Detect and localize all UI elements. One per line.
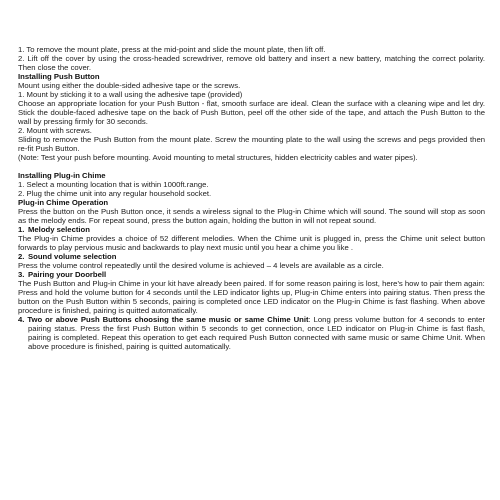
volume-selection-item	[18, 252, 485, 261]
mount-method-2-text: Sliding to remove the Push Button from the mount plate. Screw the mounting plate to the wall using the screws and pegs provided then re-fit Push Button.	[18, 135, 485, 153]
volume-text: Press the volume control repeatedly until the desired volume is achieved – 4 levels are available as a circle.	[18, 261, 384, 270]
mount-method-1-text: Choose an appropriate location for your Push Button - flat, smooth surface are ideal. Clean the surface with a cleaning wipe and let dry. Stick the double-faced adhesive tape on the back of Push Button, peel off the other side of the tape, and attach the Push Button to the wall by pressing firmly for 30 seconds.	[18, 99, 485, 126]
melody-selection-item	[18, 225, 485, 234]
melody-title: Melody selection	[28, 225, 90, 234]
multi-button-number: 4.	[18, 315, 25, 324]
battery-step-1: 1. To remove the mount plate, press at the mid-point and slide the mount plate, then lift off.	[18, 45, 326, 54]
push-button-heading: Installing Push Button	[18, 72, 100, 81]
volume-title: Sound volume selection	[28, 252, 117, 261]
section-spacer	[18, 162, 485, 171]
pairing-title: Pairing your Doorbell	[28, 270, 107, 279]
mounting-note: (Note: Test your push before mounting. Avoid mounting to metal structures, hidden electricity cables and water pipes).	[18, 153, 418, 162]
multi-button-item	[18, 315, 485, 351]
mount-method-2-title: 2. Mount with screws.	[18, 126, 92, 135]
multi-button-text: : Long press volume button for 4 seconds to enter pairing status. Press the first Push Button within 5 seconds to get connection, once LED indicator on Plug-in Chime is fast flash, pairing is completed. Repeat this operation to get each required Push Button connected with same music or same Chime Unit. When above procedure is finished, pairing is quitted automatically.	[28, 315, 486, 351]
chime-heading: Installing Plug-in Chime	[18, 171, 106, 180]
chime-step-1: 1. Select a mounting location that is within 1000ft.range.	[18, 180, 209, 189]
pairing-number: 3.	[18, 270, 25, 279]
volume-number: 2.	[18, 252, 25, 261]
melody-number: 1.	[18, 225, 25, 234]
melody-text: The Plug-in Chime provides a choice of 52 different melodies. When the Chime unit is plugged in, press the Chime unit select button forwards to play pervious music and backwards to play next music until you hear a chime you like .	[18, 234, 485, 252]
battery-step-2: 2. Lift off the cover by using the cross-headed screwdriver, remove old battery and insert a new battery, matching the correct polarity. Then close the cover.	[18, 54, 485, 72]
pairing-text-1: The Push Button and Plug-in Chime in your kit have already been paired. If for some reason pairing is lost, here's how to pair them again:	[18, 279, 485, 288]
pairing-text-2: Press and hold the volume button for 4 seconds until the LED indicator lights up, Plug-in Chime enters into pairing status. Then press the button on the Push Button within 5 seconds, pairing is completed once LED indicator on the Plug-in Chime is fast flashing. When above procedure is finished, pairing is quitted automatically.	[18, 288, 485, 315]
push-button-intro: Mount using either the double-sided adhesive tape or the screws.	[18, 81, 241, 90]
chime-operation-heading: Plug-in Chime Operation	[18, 198, 109, 207]
multi-button-title: Two or above Push Buttons choosing the same music or same Chime Unit	[27, 315, 309, 324]
instruction-document	[18, 45, 485, 351]
pairing-item	[18, 270, 485, 279]
mount-method-1-title: 1. Mount by sticking it to a wall using the adhesive tape (provided)	[18, 90, 243, 99]
chime-operation-text: Press the button on the Push Button once, it sends a wireless signal to the Plug-in Chime which will sound. The sound will stop as soon as the melody ends. For repeat sound, press the button again, holding the button in will not repeat sound.	[18, 207, 485, 225]
chime-step-2: 2. Plug the chime unit into any regular household socket.	[18, 189, 212, 198]
